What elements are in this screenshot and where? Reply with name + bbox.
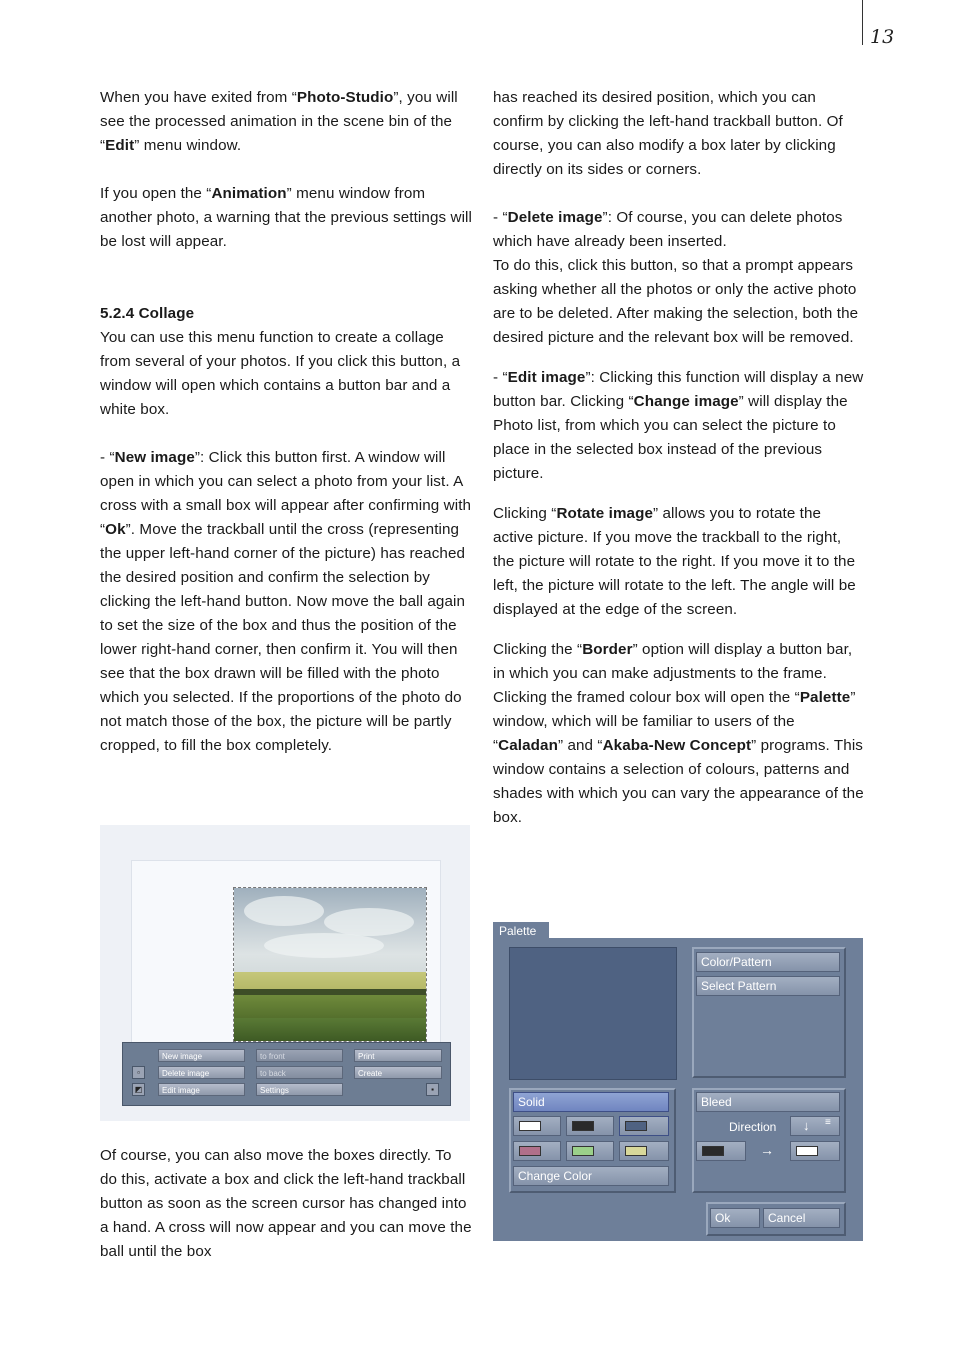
palette-title-tab: Palette [493,922,549,939]
right-column-text [493,86,865,830]
to-front-button[interactable]: to front [256,1049,343,1062]
square-icon[interactable]: ▫ [132,1066,145,1079]
page-number-rule [862,0,863,45]
paragraph-box-position: has reached its desired position, which you can confirm by clicking the left-hand trackball button. Of course, you can also modify a box later by clicking directly on its sides or corners. [493,89,843,178]
screen-icon[interactable]: ▪ [426,1083,439,1096]
select-pattern-button[interactable]: Select Pattern [696,976,840,996]
paragraph-delete-prompt: To do this, click this button, so that a prompt appears asking whether all the photos or only the active photo are to be deleted. After making the selection, both the desired picture and the relevant box will be removed. [493,257,859,346]
solid-button[interactable]: Solid [513,1092,669,1112]
swatch-mauve[interactable] [513,1141,561,1161]
swatch-yellow[interactable] [619,1141,669,1161]
ok-button[interactable]: Ok [710,1208,760,1228]
paragraph-animation-warning: If you open the “Animation” menu window from another photo, a warning that the previous settings will be lost will appear. [100,185,473,250]
collage-photo [233,887,427,1042]
collage-button-bar [122,1042,451,1106]
menu-lines-icon: ≡ [825,1117,831,1128]
bleed-from-color[interactable] [696,1141,746,1161]
swatch-blue[interactable] [619,1116,669,1136]
print-button[interactable]: Print [354,1049,442,1062]
paragraph-exit-photo-studio: When you have exited from “Photo-Studio”, you will see the processed animation in the scene bin of the “Edit” menu window. [100,89,458,154]
edit-image-button[interactable]: Edit image [158,1083,245,1096]
color-preview [509,947,677,1080]
delete-image-button[interactable]: Delete image [158,1066,245,1079]
swatch-black[interactable] [566,1116,614,1136]
paragraph-rotate-image: Clicking “Rotate image” allows you to rotate the active picture. If you move the trackball to the right, the picture will rotate to the right. If you move it to the left, the picture will rotate to the left. The angle will be displayed at the edge of the screen. [493,505,856,618]
create-button[interactable]: Create [354,1066,442,1079]
swatch-white[interactable] [513,1116,561,1136]
palette-window [493,922,863,1241]
paragraph-move-boxes: Of course, you can also move the boxes directly. To do this, activate a box and click the left-hand trackball button as soon as the screen cursor has changed into a hand. A cross will now appear and you can move the ball until the box [100,1147,472,1260]
collage-screenshot [100,825,470,1121]
new-image-button[interactable]: New image [158,1049,245,1062]
bleed-button[interactable]: Bleed [696,1092,840,1112]
rotate-icon[interactable]: ◩ [132,1083,145,1096]
left-column-bottom-text [100,1144,472,1264]
cancel-button[interactable]: Cancel [763,1208,840,1228]
paragraph-new-image: - “New image”: Click this button first. A window will open in which you can select a photo from your list. A cross with a small box will appear after confirming with “Ok”. Move the trackball until the cross (representing the upper left-hand corner of the picture) has reached the desired position and confirm the selection by clicking the left-hand button. Now move the ball again to set the size of the box and thus the position of the lower right-hand corner, then confirm it. You will then see that the box drawn will be filled with the photo which you selected. If the proportions of the photo do not match those of the box, the picture will be partly cropped, to fill the box completely. [100,449,472,754]
to-back-button[interactable]: to back [256,1066,343,1079]
color-pattern-button[interactable]: Color/Pattern [696,952,840,972]
paragraph-collage-intro: You can use this menu function to create a collage from several of your photos. If you click this button, a window will open which contains a button bar and a white box. [100,329,461,418]
page-number: 13 [870,26,895,48]
arrow-down-icon: ↓ [803,1118,810,1133]
settings-button[interactable]: Settings [256,1083,343,1096]
direction-label: Direction [729,1120,777,1134]
palette-body [493,938,863,1241]
paragraph-border: Clicking the “Border” option will display a button bar, in which you can make adjustments to the frame. Clicking the framed colour box will open the “Palette” window, which will be familiar to users of the “Caladan” and “Akaba-New Concept” programs. This window contains a selection of colours, patterns and shades with which you can vary the appearance of the box. [493,641,864,826]
arrow-right-icon: → [760,1142,774,1158]
bleed-to-color[interactable] [790,1141,840,1161]
direction-down-button[interactable] [790,1116,840,1136]
change-color-button[interactable]: Change Color [513,1166,669,1186]
left-column-text [100,86,472,758]
paragraph-edit-image: - “Edit image”: Clicking this function will display a new button bar. Clicking “Change image” will display the Photo list, from which you can select the picture to place in the selected box instead of the previous picture. [493,369,864,482]
section-heading: 5.2.4 Collage [100,305,195,322]
swatch-green[interactable] [566,1141,614,1161]
paragraph-delete-image: - “Delete image”: Of course, you can delete photos which have already been inserted. [493,209,843,250]
